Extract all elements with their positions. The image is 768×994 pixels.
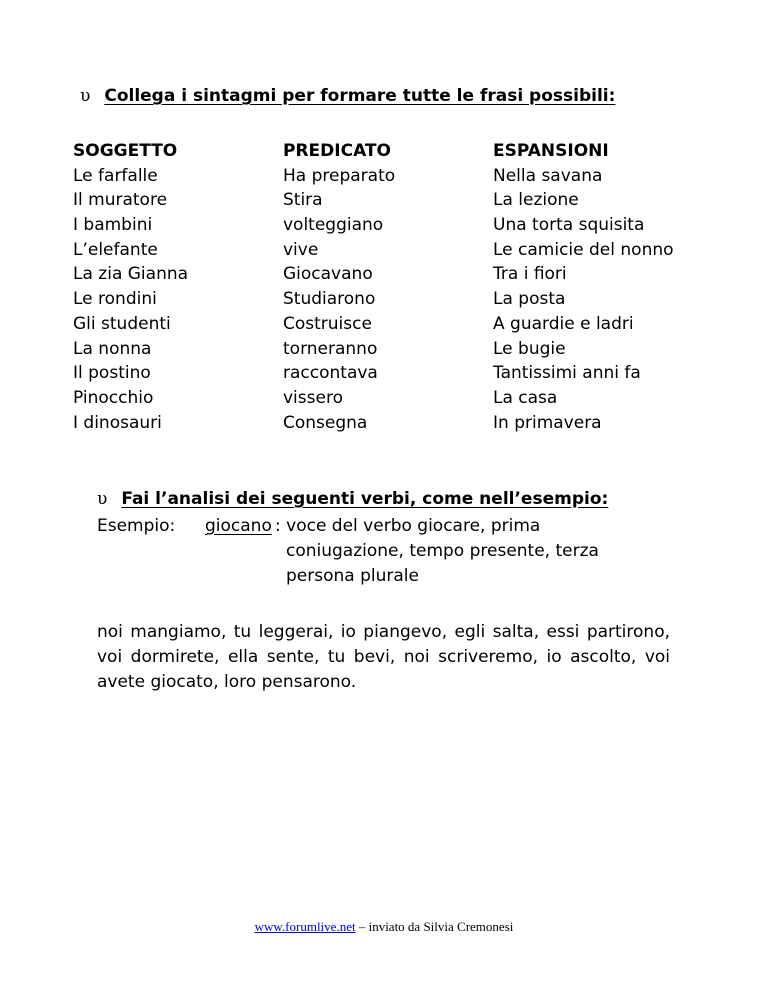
list-item: Studiarono xyxy=(283,289,376,310)
list-item: L’elefante xyxy=(73,239,158,260)
example-word: giocano xyxy=(205,516,272,536)
list-item: Una torta squisita xyxy=(493,215,645,236)
list-item: La casa xyxy=(493,387,558,408)
list-item: Pinocchio xyxy=(73,387,154,408)
column-header: ESPANSIONI xyxy=(493,141,609,161)
list-item: La zia Gianna xyxy=(73,264,189,285)
list-item: Tantissimi anni fa xyxy=(493,363,641,384)
soggetto-column xyxy=(73,139,188,435)
list-item: Consegna xyxy=(283,412,368,433)
exercise-1-title: Collega i sintagmi per formare tutte le frasi possibili: xyxy=(104,86,616,106)
example-definition xyxy=(275,514,675,589)
footer-link[interactable]: www.forumlive.net xyxy=(254,919,356,934)
verbs-paragraph: noi mangiamo, tu leggerai, io piangevo, egli salta, essi partirono, voi dormirete, ella sente, tu bevi, noi scriveremo, io ascolto, voi avete giocato, loro pensarono. xyxy=(97,622,670,692)
example-label: Esempio: xyxy=(97,516,176,536)
example-line: coniugazione, tempo presente, terza xyxy=(286,541,599,561)
list-item: Costruisce xyxy=(283,313,372,334)
example-line: : voce del verbo giocare, prima xyxy=(275,516,541,536)
list-item: Le bugie xyxy=(493,338,566,359)
footer-credit: – inviato da Silvia Cremonesi xyxy=(355,919,514,934)
list-item: Il muratore xyxy=(73,190,168,211)
footer xyxy=(0,919,768,935)
predicato-column xyxy=(283,139,395,435)
list-item: La nonna xyxy=(73,338,152,359)
list-item: La lezione xyxy=(493,190,579,211)
list-item: Il postino xyxy=(73,363,151,384)
column-header: PREDICATO xyxy=(283,141,391,161)
list-item: In primavera xyxy=(493,412,602,433)
exercise-2-heading xyxy=(97,489,608,509)
bullet-icon: υ xyxy=(80,86,91,106)
list-item: Giocavano xyxy=(283,264,373,285)
exercise-1-heading xyxy=(80,86,615,106)
list-item: raccontava xyxy=(283,363,378,384)
list-item: volteggiano xyxy=(283,215,384,236)
espansioni-column xyxy=(493,139,674,435)
list-item: Ha preparato xyxy=(283,165,396,186)
list-item: Gli studenti xyxy=(73,313,171,334)
list-item: torneranno xyxy=(283,338,378,359)
list-item: I dinosauri xyxy=(73,412,162,433)
list-item: Stira xyxy=(283,190,323,211)
list-item: Le rondini xyxy=(73,289,157,310)
list-item: La posta xyxy=(493,289,566,310)
list-item: Nella savana xyxy=(493,165,603,186)
list-item: Le camicie del nonno xyxy=(493,239,674,260)
column-header: SOGGETTO xyxy=(73,141,178,161)
list-item: vissero xyxy=(283,387,343,408)
list-item: A guardie e ladri xyxy=(493,313,634,334)
list-item: I bambini xyxy=(73,215,153,236)
bullet-icon: υ xyxy=(97,489,108,509)
exercise-2-title: Fai l’analisi dei seguenti verbi, come nell’esempio: xyxy=(121,489,609,509)
list-item: Le farfalle xyxy=(73,165,158,186)
list-item: Tra i fiori xyxy=(493,264,567,285)
example-line: persona plurale xyxy=(286,566,419,586)
list-item: vive xyxy=(283,239,319,260)
